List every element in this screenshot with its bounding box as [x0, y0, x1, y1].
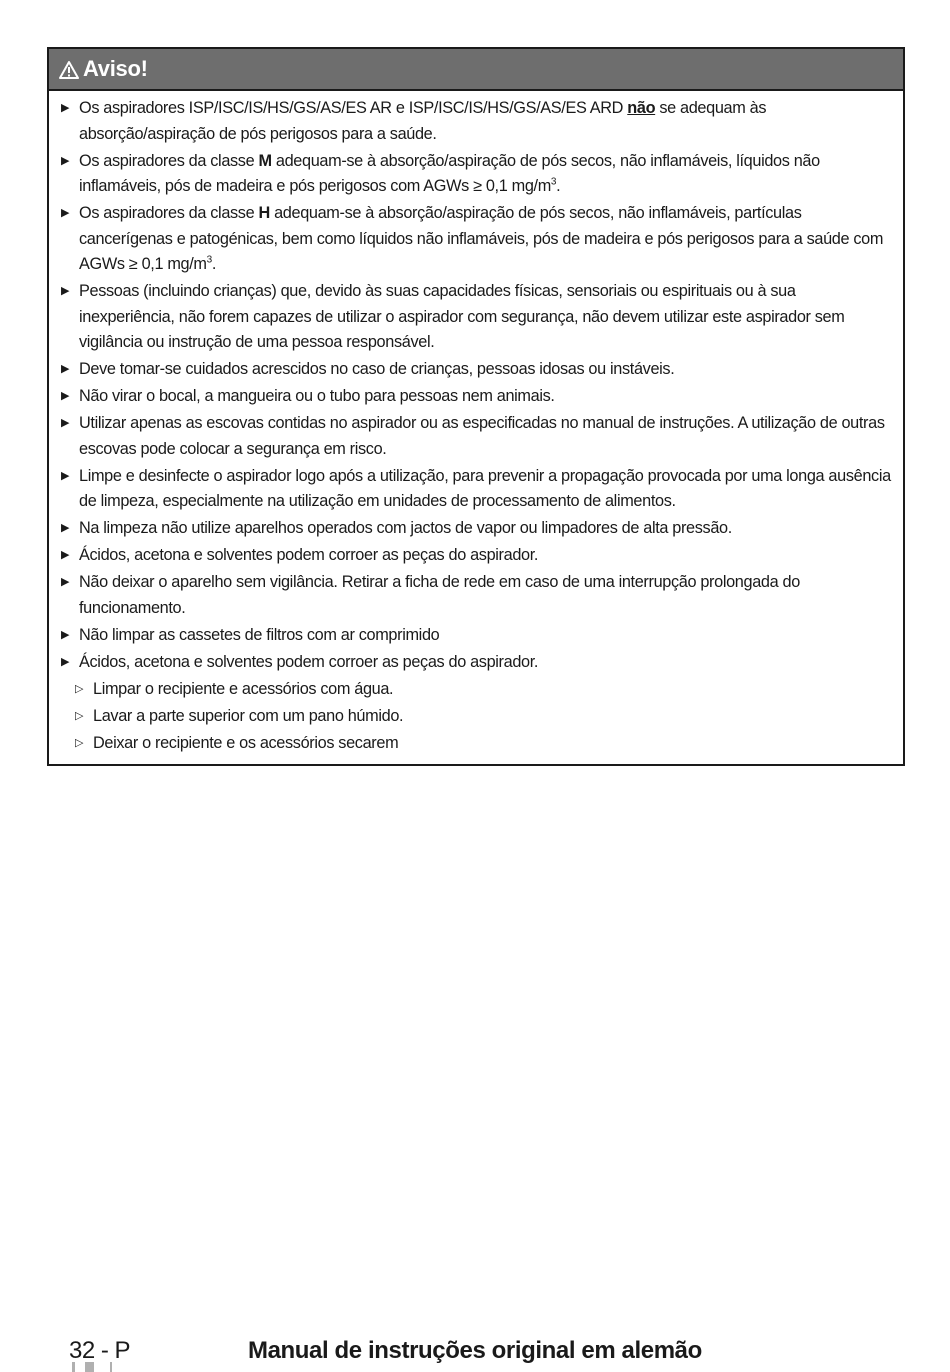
- text-run: Não virar o bocal, a mangueira ou o tubo para pessoas nem animais.: [79, 387, 555, 405]
- text-run: Pessoas (incluindo crianças) que, devido às suas capacidades físicas, sensoriais ou espirituais ou à sua inexperiência, não forem capazes de utilizar o aspirador com segurança, não devem utilizar este aspirador sem vigilância ou instrução de uma pessoa responsável.: [79, 282, 845, 351]
- sub-list-item: [59, 677, 893, 703]
- list-item-text: [79, 411, 893, 462]
- triangle-bullet-icon: ▶: [61, 417, 70, 429]
- triangle-bullet-icon: ▶: [61, 549, 70, 561]
- triangle-bullet-icon: ▶: [61, 390, 70, 402]
- list-item-text: [79, 149, 893, 200]
- text-run: não: [627, 99, 656, 117]
- warning-triangle-icon: [59, 60, 79, 80]
- list-item-text: [79, 201, 893, 278]
- text-run: adequam-se à absorção/aspiração de pós secos, não inflamáveis, partículas cancerígenas e patogénicas, bem como líquidos não inflamáveis, pós de madeira e pós perigosos para a saúde com AGWs ≥ 0,1 mg/m: [79, 204, 884, 273]
- text-run: 3: [206, 254, 212, 266]
- text-run: Limpar o recipiente e acessórios com água.: [93, 679, 394, 698]
- triangle-bullet-icon: ▶: [61, 102, 70, 114]
- triangle-bullet-icon: ▶: [61, 363, 70, 375]
- text-run: Os aspiradores da classe: [79, 204, 259, 222]
- warning-title: Aviso!: [83, 56, 148, 81]
- list-item: [59, 570, 893, 621]
- warning-header: [49, 49, 903, 91]
- text-run: H: [258, 204, 270, 222]
- page-number: 32 - P: [69, 1337, 131, 1364]
- list-item-text: [79, 96, 893, 147]
- triangle-bullet-icon: ▶: [61, 655, 70, 668]
- text-run: adequam-se à absorção/aspiração de pós secos, não inflamáveis, líquidos não inflamáveis, pós de madeira e pós perigosos com AGWs ≥ 0,1 mg/m: [79, 151, 820, 195]
- hollow-triangle-bullet-icon: ▷: [75, 682, 84, 695]
- hollow-triangle-bullet-icon: ▷: [75, 709, 84, 722]
- list-item: [59, 411, 893, 462]
- list-item: [59, 623, 893, 649]
- text-run: Não limpar as cassetes de filtros com ar comprimido: [79, 625, 440, 644]
- list-item: [59, 201, 893, 278]
- text-run: se adequam às absorção/aspiração de pós perigosos para a saúde.: [79, 99, 767, 143]
- sub-list-item: [59, 731, 893, 757]
- list-item-text: [93, 731, 893, 757]
- text-run: Lavar a parte superior com um pano húmido.: [93, 706, 404, 725]
- text-run: .: [556, 177, 561, 195]
- text-run: Ácidos, acetona e solventes podem corroer as peças do aspirador.: [79, 546, 539, 564]
- text-run: M: [258, 151, 272, 170]
- sub-list-item: [59, 704, 893, 730]
- list-item-text: [79, 570, 893, 621]
- list-item: [59, 650, 893, 676]
- text-run: Limpe e desinfecte o aspirador logo após a utilização, para prevenir a propagação provocada por uma longa ausência de limpeza, especialmente na utilização em unidades de processamento de alimentos.: [79, 466, 891, 510]
- triangle-bullet-icon: ▶: [61, 576, 70, 588]
- list-item: [59, 357, 893, 383]
- text-run: .: [211, 255, 217, 273]
- text-run: Ácidos, acetona e solventes podem corroer as peças do aspirador.: [79, 652, 539, 671]
- triangle-bullet-icon: ▶: [61, 285, 70, 297]
- warning-list: [49, 91, 903, 764]
- triangle-bullet-icon: ▶: [61, 154, 70, 167]
- list-item: [59, 96, 893, 147]
- triangle-bullet-icon: ▶: [61, 628, 70, 641]
- list-item-text: [79, 357, 893, 383]
- list-item: [59, 543, 893, 569]
- list-item-text: [79, 464, 893, 515]
- list-item-text: [79, 384, 893, 410]
- text-run: Os aspiradores da classe: [79, 151, 259, 170]
- list-item-text: [79, 623, 893, 649]
- text-run: Deve tomar-se cuidados acrescidos no caso de crianças, pessoas idosas ou instáveis.: [79, 360, 675, 378]
- list-item: [59, 279, 893, 356]
- text-run: Utilizar apenas as escovas contidas no aspirador ou as especificadas no manual de instruções. A utilização de outras escovas pode colocar a segurança em risco.: [79, 414, 885, 458]
- text-run: Na limpeza não utilize aparelhos operados com jactos de vapor ou limpadores de alta pressão.: [79, 519, 732, 537]
- footer-title: Manual de instruções original em alemão: [248, 1337, 702, 1364]
- list-item-text: [79, 543, 893, 569]
- triangle-bullet-icon: ▶: [61, 207, 70, 219]
- list-item-text: [93, 677, 893, 703]
- list-item: [59, 384, 893, 410]
- list-item-text: [79, 516, 893, 542]
- list-item-text: [93, 704, 893, 730]
- list-item: [59, 516, 893, 542]
- triangle-bullet-icon: ▶: [61, 469, 70, 482]
- list-item: [59, 149, 893, 200]
- text-run: Os aspiradores ISP/ISC/IS/HS/GS/AS/ES AR e ISP/ISC/IS/HS/GS/AS/ES ARD: [79, 99, 628, 117]
- text-run: Não deixar o aparelho sem vigilância. Retirar a ficha de rede em caso de uma interrupção prolongada do funcionamento.: [79, 573, 800, 617]
- text-run: 3: [550, 176, 557, 188]
- list-item-text: [79, 279, 893, 356]
- list-item-text: [79, 650, 893, 676]
- triangle-bullet-icon: ▶: [61, 522, 70, 534]
- hollow-triangle-bullet-icon: ▷: [75, 736, 84, 749]
- text-run: Deixar o recipiente e os acessórios secarem: [93, 733, 399, 752]
- warning-box: [47, 47, 905, 766]
- list-item: [59, 464, 893, 515]
